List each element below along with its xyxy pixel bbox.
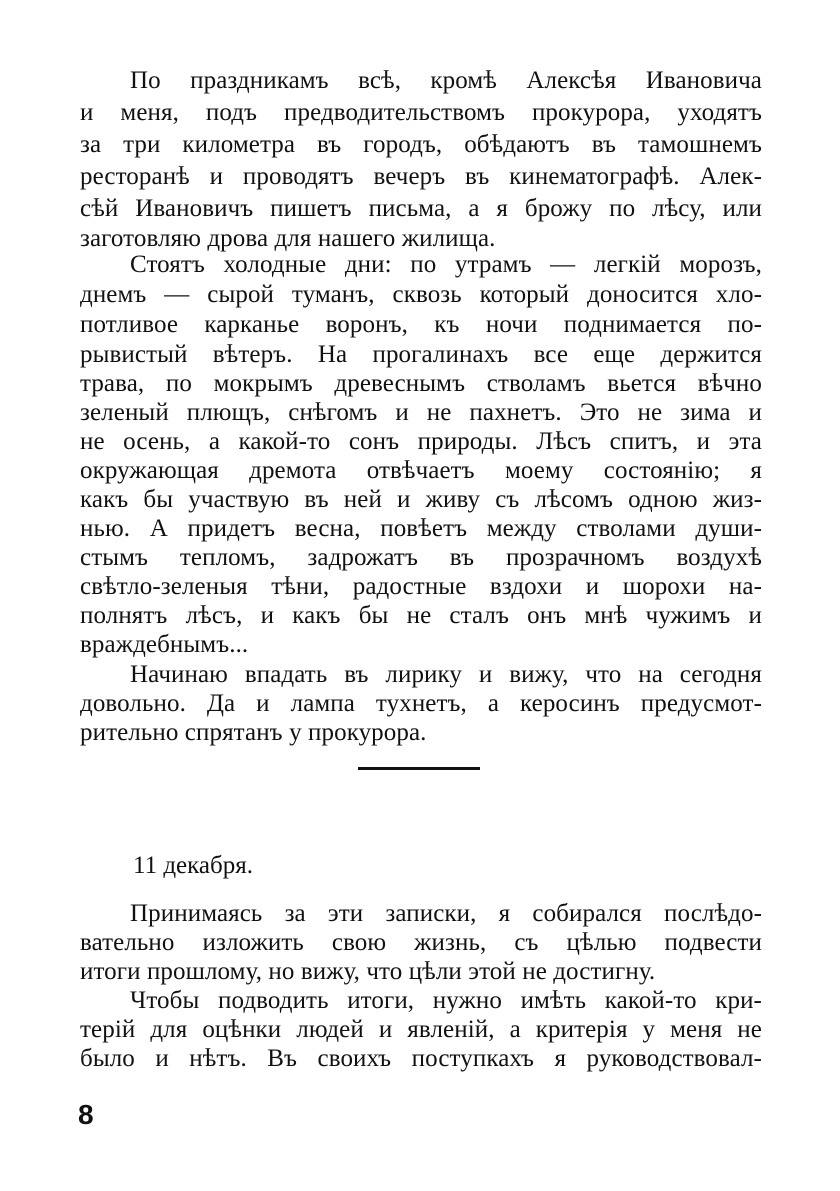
- text-line: Чтобы подводить итоги, нужно имѣть какой-то кри-: [130, 987, 762, 1014]
- text-line: Стоятъ холодные дни: по утрамъ — легкій морозъ,: [130, 251, 762, 278]
- page-number: 8: [78, 1099, 94, 1130]
- text-line: стымъ тепломъ, задрожатъ въ прозрачномъ воздухѣ: [80, 544, 762, 571]
- text-line: потливое карканье воронъ, къ ночи поднимается по-: [80, 311, 762, 338]
- text-line: нью. А придетъ весна, повѣетъ между стволами души-: [80, 515, 762, 542]
- text-line: не осень, а какой-то сонъ природы. Лѣсъ спитъ, и эта: [80, 428, 762, 455]
- text-line: было и нѣтъ. Въ своихъ поступкахъ я руководствовал-: [80, 1045, 762, 1072]
- text-line: ресторанѣ и проводятъ вечеръ въ кинематографѣ. Алек-: [80, 163, 762, 190]
- text-line: днемъ — сырой туманъ, сквозь который доносится хло-: [80, 281, 762, 308]
- text-line: свѣтло-зеленыя тѣни, радостные вздохи и шорохи на-: [80, 573, 762, 600]
- text-line: какъ бы участвую въ ней и живу съ лѣсомъ одною жиз-: [80, 486, 762, 513]
- text-line: сѣй Ивановичъ пишетъ письма, а я брожу по лѣсу, или: [80, 195, 762, 222]
- text-line: рывистый вѣтеръ. На прогалинахъ все еще держится: [80, 341, 762, 368]
- text-line: трава, по мокрымъ древеснымъ стволамъ вьется вѣчно: [80, 370, 762, 397]
- text-line: терій для оцѣнки людей и явленій, а критерія у меня не: [80, 1016, 762, 1043]
- text-line: враждебнымъ...: [80, 631, 249, 658]
- text-line: зеленый плющъ, снѣгомъ и не пахнетъ. Это не зима и: [80, 399, 762, 426]
- text-line: итоги прошлому, но вижу, что цѣли этой не достигну.: [80, 958, 656, 985]
- text-line: По праздникамъ всѣ, кромѣ Алексѣя Ивановича: [130, 67, 762, 94]
- date-heading: 11 декабря.: [133, 852, 253, 879]
- text-line: за три километра въ городъ, обѣдаютъ въ тамошнемъ: [80, 131, 762, 158]
- text-line: полнятъ лѣсъ, и какъ бы не сталъ онъ мнѣ чужимъ и: [80, 602, 762, 629]
- text-line: вательно изложить свою жизнь, съ цѣлью подвести: [80, 929, 762, 956]
- text-line: Начинаю впадать въ лирику и вижу, что на сегодня: [130, 661, 762, 688]
- text-line: Принимаясь за эти записки, я собирался послѣдо-: [130, 900, 762, 927]
- section-divider: [358, 767, 480, 770]
- text-line: окружающая дремота отвѣчаетъ моему состоянію; я: [80, 457, 762, 484]
- text-line: довольно. Да и лампа тухнетъ, а керосинъ предусмот-: [80, 690, 762, 717]
- text-line: заготовляю дрова для нашего жилища.: [80, 225, 496, 252]
- text-line: рительно спрятанъ у прокурора.: [80, 719, 427, 746]
- text-line: и меня, подъ предводительствомъ прокурора, уходятъ: [80, 99, 762, 126]
